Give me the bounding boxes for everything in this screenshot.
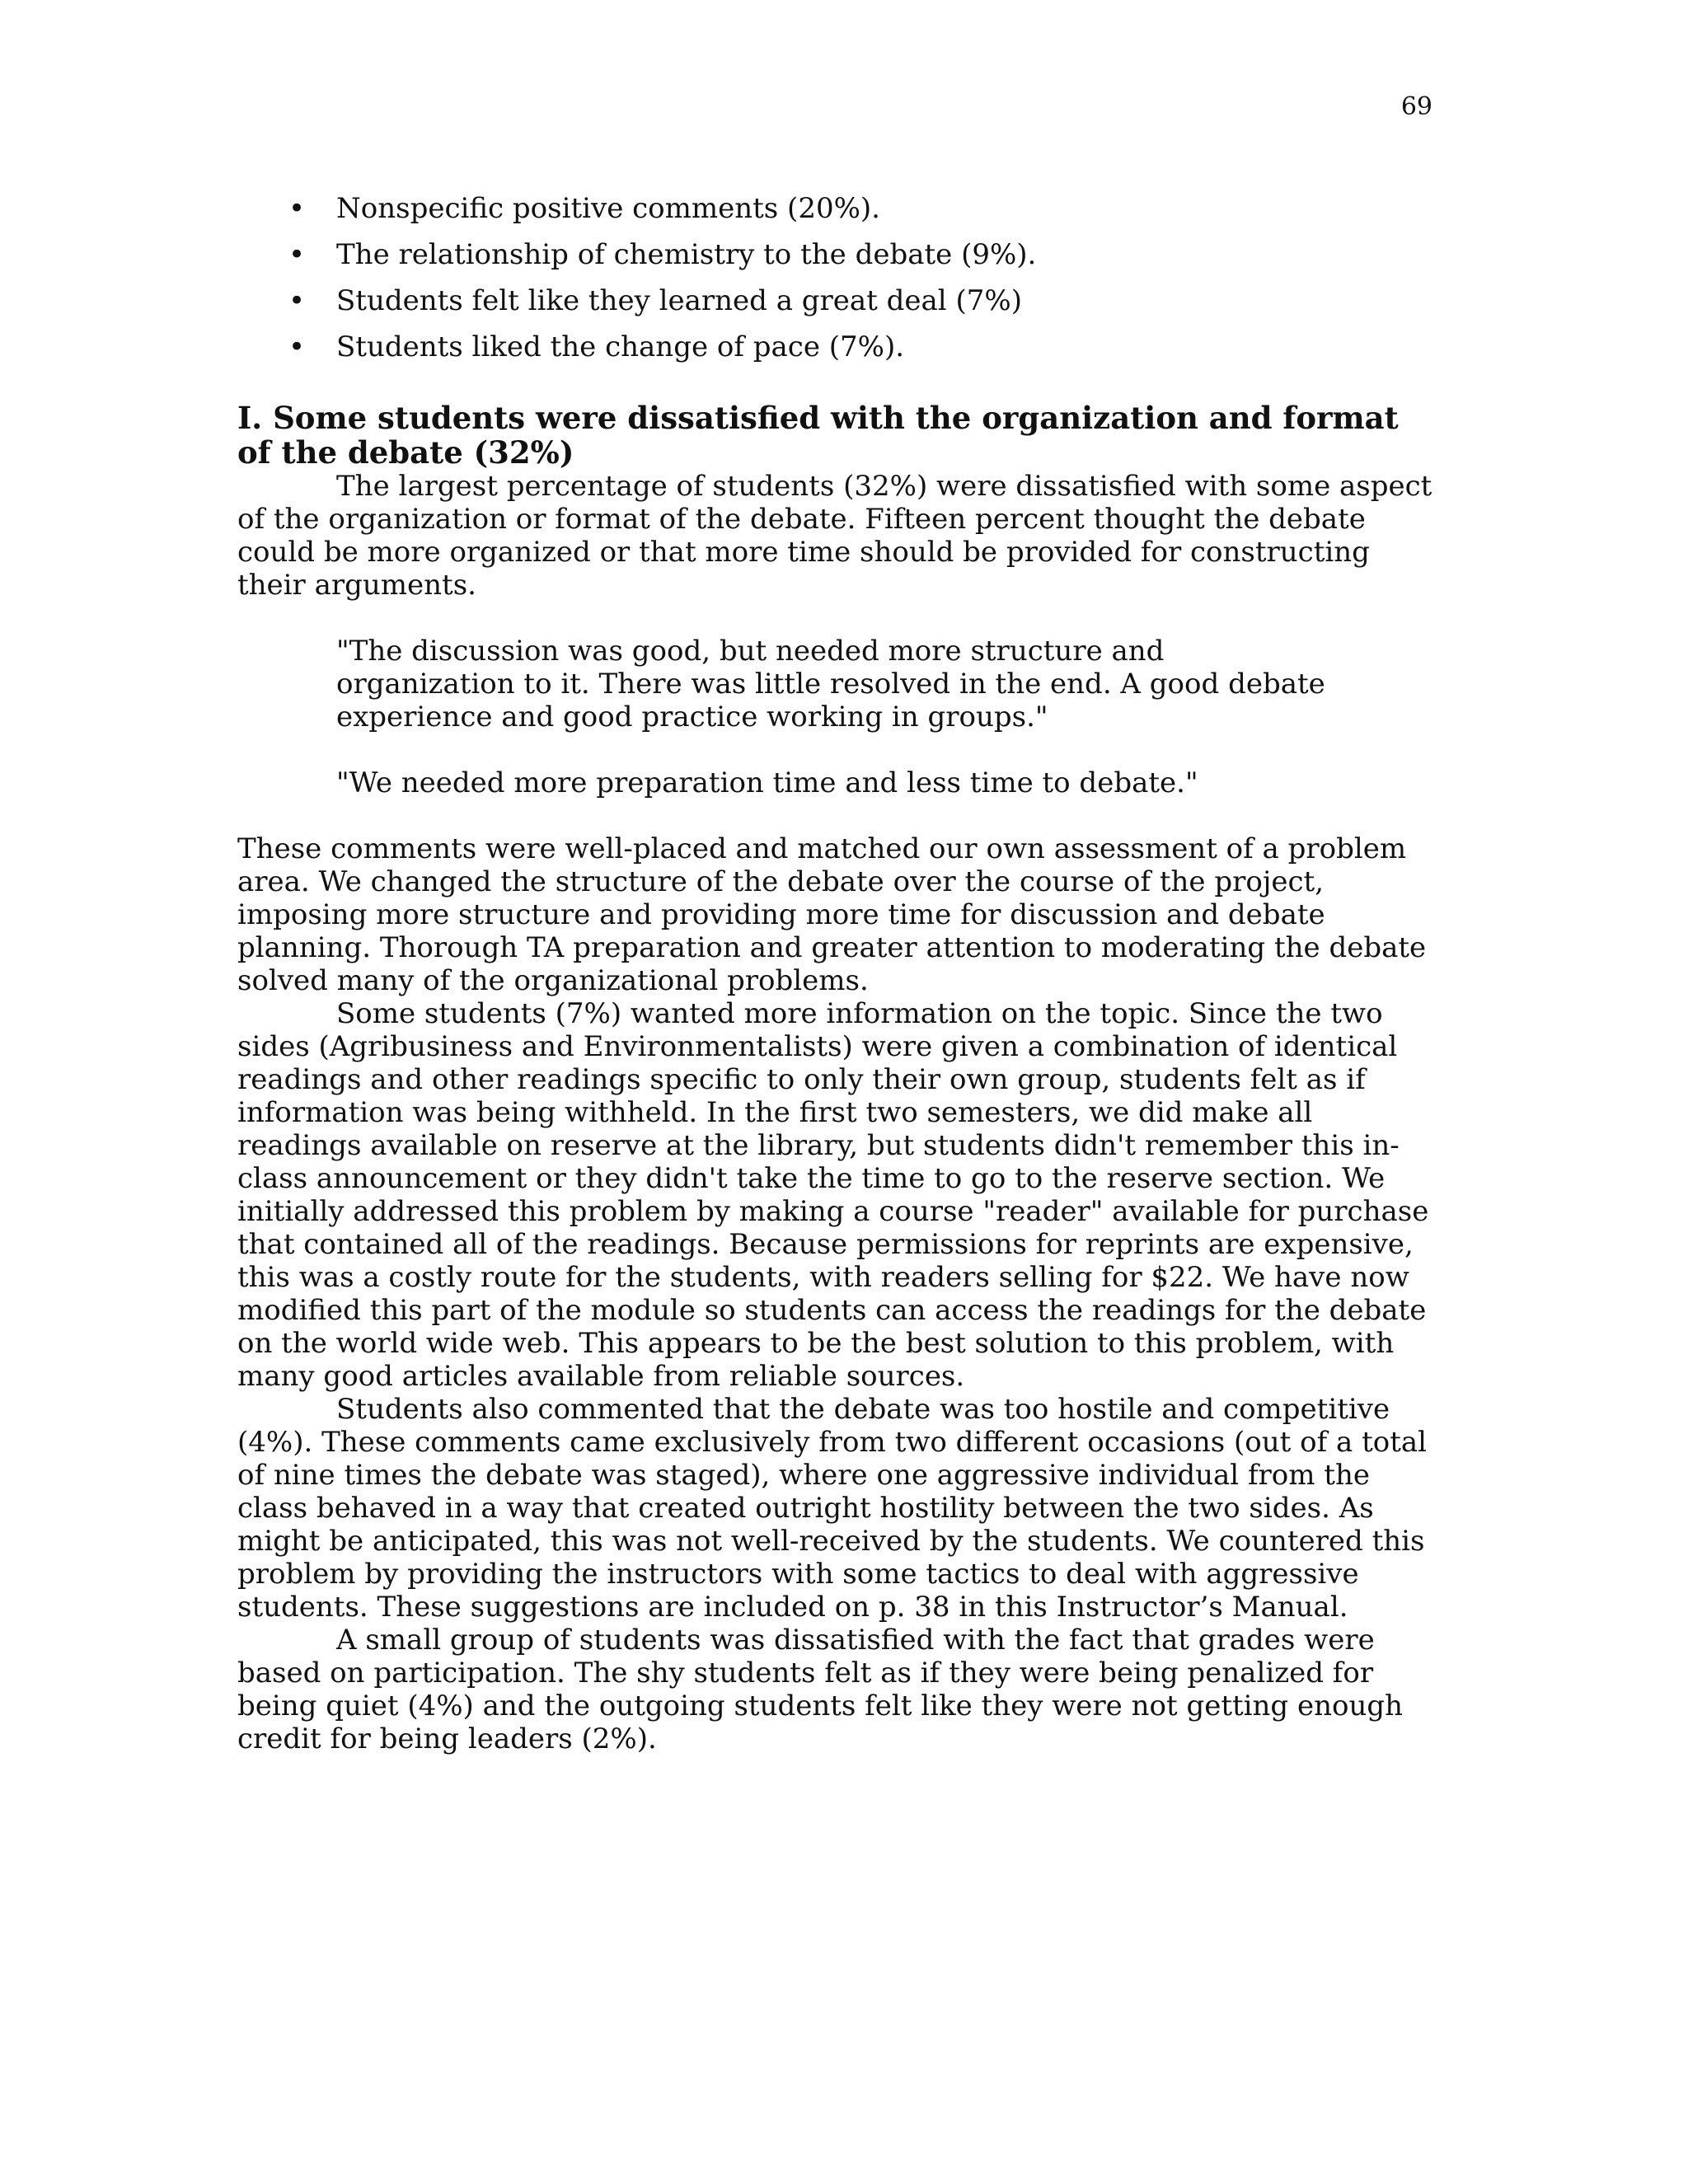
bullet-text: Students felt like they learned a great deal (7%) <box>336 284 1022 317</box>
page-content <box>237 188 1441 1755</box>
intro-paragraph: The largest percentage of students (32%) were dissatisfied with some aspect of the organization or format of the debate. Fifteen percent thought the debate could be more organized or that more time should be provided for constructing their arguments. <box>237 470 1432 602</box>
page-number: 69 <box>1400 92 1432 121</box>
body-paragraph: Some students (7%) wanted more information on the topic. Since the two sides (Agribusiness and Environmentalists) were given a combination of identical readings and other readings specific to only their own group, students felt as if information was being withheld. In the first two semesters, we did make all readings available on reserve at the library, but students didn't remember this in-class announcement or they didn't take the time to go to the reserve section. We initially addressed this problem by making a course "reader" available for purchase that contained all of the readings. Because permissions for reprints are expensive, this was a costly route for the students, with readers selling for $22. We have now modified this part of the module so students can access the readings for the debate on the world wide web. This appears to be the best solution to this problem, with many good articles available from reliable sources. <box>237 997 1429 1393</box>
student-quote: "The discussion was good, but needed more structure and organization to it. There was little resolved in the end. A good debate experience and good practice working in groups." <box>336 635 1325 733</box>
bullet-item <box>237 188 1441 234</box>
bullet-icon: • <box>288 192 306 225</box>
student-quote: "We needed more preparation time and less time to debate." <box>336 766 1198 799</box>
bullet-item <box>237 234 1441 280</box>
body-paragraph: Students also commented that the debate was too hostile and competitive (4%). These comments came exclusively from two different occasions (out of a total of nine times the debate was staged), where one aggressive individual from the class behaved in a way that created outright hostility between the two sides. As might be anticipated, this was not well-received by the students. We countered this problem by providing the instructors with some tactics to deal with aggressive students. These suggestions are included on p. 38 in this Instructor’s Manual. <box>237 1393 1428 1624</box>
bullet-icon: • <box>288 238 306 271</box>
bullet-text: Students liked the change of pace (7%). <box>336 330 905 363</box>
bullet-item <box>237 280 1441 326</box>
bullet-icon: • <box>288 284 306 317</box>
body-paragraph: A small group of students was dissatisfied with the fact that grades were based on participation. The shy students felt as if they were being penalized for being quiet (4%) and the outgoing students felt like they were not getting enough credit for being leaders (2%). <box>237 1624 1404 1755</box>
bullet-text: The relationship of chemistry to the debate (9%). <box>336 238 1037 271</box>
section-heading: I. Some students were dissatisfied with the organization and format of the debate (32%) <box>237 400 1399 471</box>
bullet-text: Nonspecific positive comments (20%). <box>336 192 880 225</box>
body-paragraph: These comments were well-placed and matched our own assessment of a problem area. We changed the structure of the debate over the course of the project, imposing more structure and providing more time for discussion and debate planning. Thorough TA preparation and greater attention to moderating the debate solved many of the organizational problems. <box>237 832 1427 997</box>
bullet-list <box>237 188 1441 373</box>
bullet-icon: • <box>288 330 306 363</box>
bullet-item <box>237 326 1441 373</box>
